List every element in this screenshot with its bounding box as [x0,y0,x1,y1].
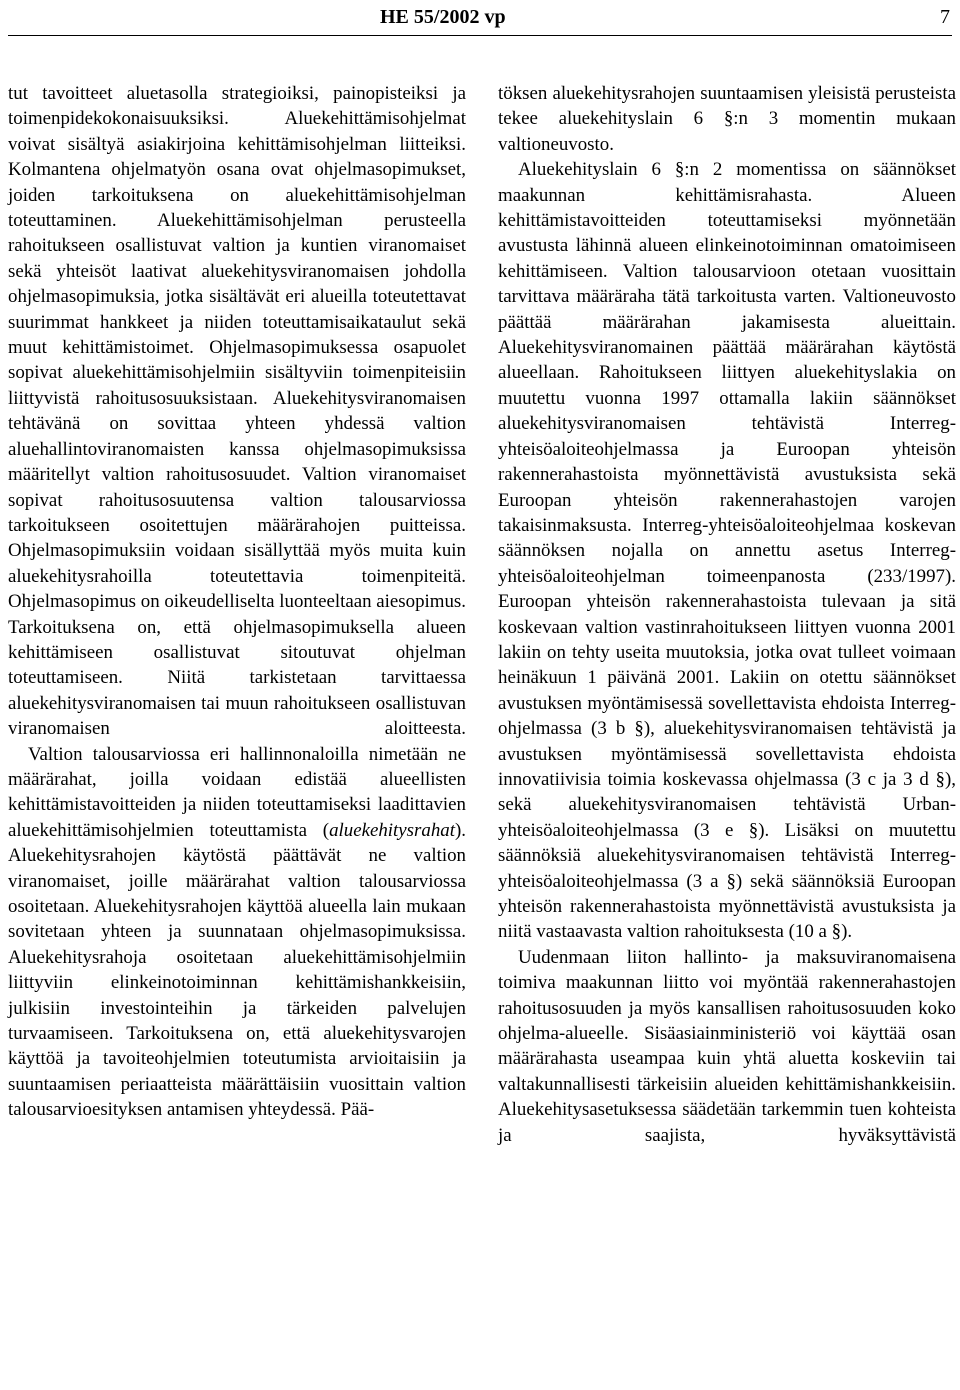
header-rule [8,35,952,36]
page-number: 7 [940,6,950,28]
left-paragraph-2-term: aluekehitysrahat [329,819,455,841]
right-paragraph-3: Uudenmaan liiton hallinto- ja maksuviranomaisena toimiva maakunnan liitto voi myöntää rakennerahastojen rahoitusosuuden ja myös kansallisen rahoitusosuuden koko ohjelma-alueelle. Sisäasiainministeriö voi käyttää osan määrärahasta useampaa kuin yhtä aluetta koskeviin tai valtakunnallisesti tärkeisiin alueiden kehittämishankkeisiin. Aluekehitysasetuksessa säädetään tarkemmin tuen kohteista ja saajista, hyväksyttävistä [498,946,956,1146]
right-column [498,81,956,1148]
document-identifier: HE 55/2002 vp [380,6,506,28]
right-paragraph-2: Aluekehityslain 6 §:n 2 momentissa on säännökset maakunnan kehittämisrahasta. Alueen kehittämistavoitteiden toteuttamiseksi myönnetään avustusta lähinnä alueen elinkeinotoiminnan omatoimiseen kehittämiseen. Valtion talousarvioon otetaan vuosittain tarvittava määräraha tätä tarkoitusta varten. Valtioneuvosto päättää määrärahan jakamisesta alueittain. Aluekehitysviranomainen päättää määrärahan käytöstä alueellaan. Rahoitukseen liittyen aluekehityslakia on muutettu vuonna 1997 ottamalla lakiin säännökset aluekehitysviranomaisen tehtävistä Interreg-yhteisöaloiteohjelmassa ja Euroopan yhteisön rakennerahastoista myönnettävistä avustuksista sekä Euroopan yhteisön rakennerahastojen varojen takaisinmaksusta. Interreg-yhteisöaloiteohjelmaa koskevan säännöksen nojalla on annettu asetus Interreg-yhteisöaloiteohjelman toimeenpanosta (233/1997). Euroopan yhteisön rakennerahastoista tulevaan ja sitä koskevaan valtion vastinrahoitukseen liittyen vuonna 2001 lakiin on tehty useita muutoksia, jotka ovat tulleet voimaan heinäkuun 1 päivänä 2001. Lakiin on otettu säännökset avustuksen myöntämisessä sovellettavista ehdoista Interreg-ohjelmassa (3 b §), aluekehitysviranomaisen tehtävistä ja avustuksen myöntämisessä sovellettavista ehdoista innovatiivisia toimia koskevassa ohjelmassa (3 c ja 3 d §), sekä aluekehitysviranomaisen tehtävistä Urban-yhteisöaloiteohjelmassa (3 e §). Lisäksi on muutettu säännöksiä aluekehitysviranomaisen tehtävistä Interreg-yhteisöaloiteohjelmassa (3 a §) sekä säännöksiä Euroopan yhteisön rakennerahastoista myönnettävistä avustuksista ja niitä vastaavasta valtion rahoituksesta (10 a §). [498,159,956,943]
left-paragraph-1: tut tavoitteet aluetasolla strategioiksi, painopisteiksi ja toimenpidekokonaisuuksiksi. Aluekehittämisohjelmat voivat sisältyä asiakirjoina kehittämisohjelman liitteiksi. Kolmantena ohjelmatyön osana ovat ohjelmasopimukset, joiden tarkoituksena on aluekehittämisohjelman toteuttaminen. Aluekehittämisohjelman perusteella rahoitukseen osallistuvat valtion ja kuntien viranomaiset sekä yhteisöt laativat aluekehitysviranomaisen johdolla ohjelmasopimuksia, jotka sisältävät eri alueilla toteutettavat suurimmat hankkeet ja niiden toteuttamisaikataulut sekä muut kehittämistoimet. Ohjelmasopimuksessa osapuolet sopivat aluekehittämisohjelmiin sisältyviin toimenpiteisiin liittyvistä rahoitusosuuksistaan. Aluekehitysviranomaisen tehtävänä on sovittaa yhteen yhdessä valtion aluehallintoviranomaisten kanssa ohjelmasopimuksissa määritellyt valtion rahoitusosuudet. Valtion viranomaiset sopivat rahoitusosuutensa valtion talousarviossa tarkoitukseen osoitettujen määrärahojen puitteissa. Ohjelmasopimuksiin voidaan sisällyttää myös muita kuin aluekehitysrahoilla toteutettavia toimenpiteitä. Ohjelmasopimus on oikeudelliselta luonteeltaan aiesopimus. Tarkoituksena on, että ohjelmasopimuksella alueen kehittämiseen osallistuvat sitoutuvat ohjelman toteuttamiseen. Niitä tarkistetaan tarvittaessa aluekehitysviranomaisen tai muun rahoitukseen osallistuvan viranomaisen aloitteesta. [8,83,467,740]
left-paragraph-2 [8,742,466,1123]
left-paragraph-2-text-b: ). Aluekehitysrahojen käytöstä päättävät ne valtion viranomaiset, joille määrärahat valtion talousarviossa osoitetaan. Aluekehitysrahojen käyttöä alueella lain mukaan sovitetaan yhteen ja suunnataan ohjelmasopimuksissa. Aluekehitysrahoja osoitetaan aluekehittämisohjelmiin liittyviin elinkeinotoiminnan kehittämishankkeisiin, julkisiin investointeihin ja tärkeiden palvelujen turvaamiseen. Tarkoituksena on, että aluekehitysvarojen käyttöä ja tavoiteohjelmien toteutumista arvioitaisiin ja suuntaamisen periaatteista määrättäisiin vuosittain valtion talousarvioesityksen antamisen yhteydessä. Pää- [8,819,466,1121]
left-column [8,81,466,1123]
running-header [0,0,960,42]
left-paragraph-2-text-a: Valtion talousarviossa eri hallinnonaloilla nimetään ne määrärahat, joilla voidaan edistää alueellisten kehittämistavoitteiden ja niiden toteuttamiseksi laadittavien aluekehittämisohjelmien toteuttamista ( [8,743,466,841]
right-paragraph-1: töksen aluekehitysrahojen suuntaamisen yleisistä perusteista tekee aluekehityslain 6 §:n 3 momentin mukaan valtioneuvosto. [498,83,956,155]
